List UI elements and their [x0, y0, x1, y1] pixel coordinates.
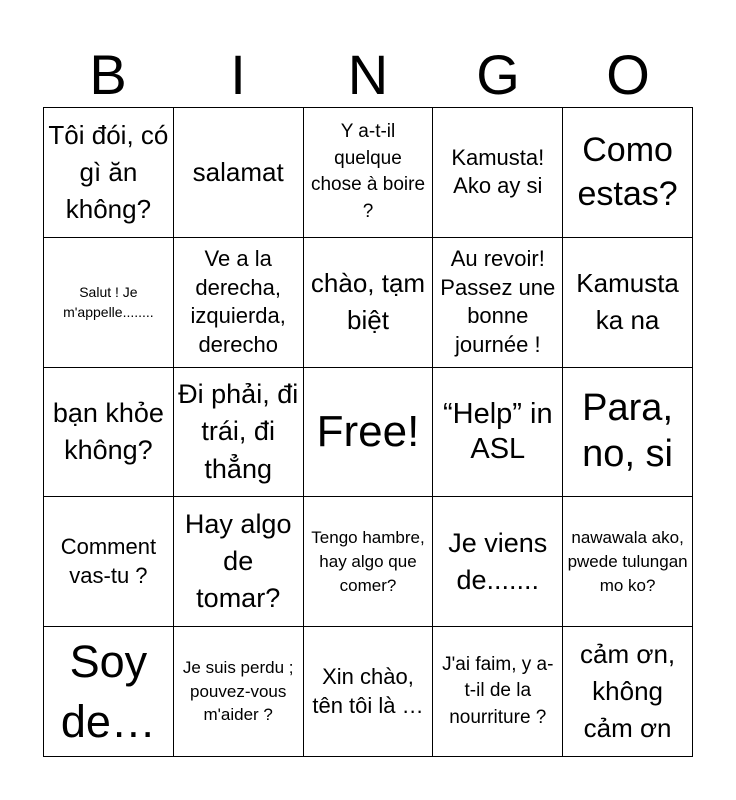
bingo-cell-r4-c2[interactable]: Hay algo de tomar? [174, 497, 304, 627]
bingo-cell-r1-c3[interactable]: Y a-t-il quelque chose à boire ? [304, 108, 434, 238]
bingo-cell-r5-c2[interactable]: Je suis perdu ; pouvez-vous m'aider ? [174, 627, 304, 757]
bingo-cell-free[interactable]: Free! [304, 368, 434, 498]
bingo-cell-r1-c4[interactable]: Kamusta! Ako ay si [433, 108, 563, 238]
bingo-header [43, 42, 693, 108]
bingo-cell-r1-c2[interactable]: salamat [174, 108, 304, 238]
bingo-cell-r5-c1[interactable]: Soy de… [44, 627, 174, 757]
header-letter-n: N [347, 43, 389, 106]
bingo-cell-r4-c3[interactable]: Tengo hambre, hay algo que comer? [304, 497, 434, 627]
bingo-cell-r5-c5[interactable]: cảm ơn, không cảm ơn [563, 627, 693, 757]
bingo-cell-r4-c5[interactable]: nawawala ako, pwede tulungan mo ko? [563, 497, 693, 627]
bingo-cell-r2-c1[interactable]: Salut ! Je m'appelle........ [44, 238, 174, 368]
header-letter-g: G [476, 43, 520, 106]
bingo-cell-r1-c5[interactable]: Como estas? [563, 108, 693, 238]
bingo-board [43, 107, 693, 757]
bingo-cell-r3-c5[interactable]: Para, no, si [563, 368, 693, 498]
bingo-cell-r2-c3[interactable]: chào, tạm biệt [304, 238, 434, 368]
bingo-cell-r2-c5[interactable]: Kamusta ka na [563, 238, 693, 368]
bingo-cell-r1-c1[interactable]: Tôi đói, có gì ăn không? [44, 108, 174, 238]
bingo-cell-r5-c3[interactable]: Xin chào, tên tôi là … [304, 627, 434, 757]
bingo-cell-r5-c4[interactable]: J'ai faim, y a-t-il de la nourriture ? [433, 627, 563, 757]
bingo-cell-r3-c1[interactable]: bạn khỏe không? [44, 368, 174, 498]
bingo-cell-r4-c4[interactable]: Je viens de....... [433, 497, 563, 627]
bingo-cell-r2-c4[interactable]: Au revoir! Passez une bonne journée ! [433, 238, 563, 368]
bingo-cell-r4-c1[interactable]: Comment vas-tu ? [44, 497, 174, 627]
header-letter-b: B [89, 43, 127, 106]
bingo-cell-r2-c2[interactable]: Ve a la derecha, izquierda, derecho [174, 238, 304, 368]
bingo-cell-r3-c2[interactable]: Đi phải, đi trái, đi thẳng [174, 368, 304, 498]
bingo-cell-r3-c4[interactable]: “Help” in ASL [433, 368, 563, 498]
header-letter-o: O [606, 43, 650, 106]
header-letter-i: I [230, 43, 246, 106]
